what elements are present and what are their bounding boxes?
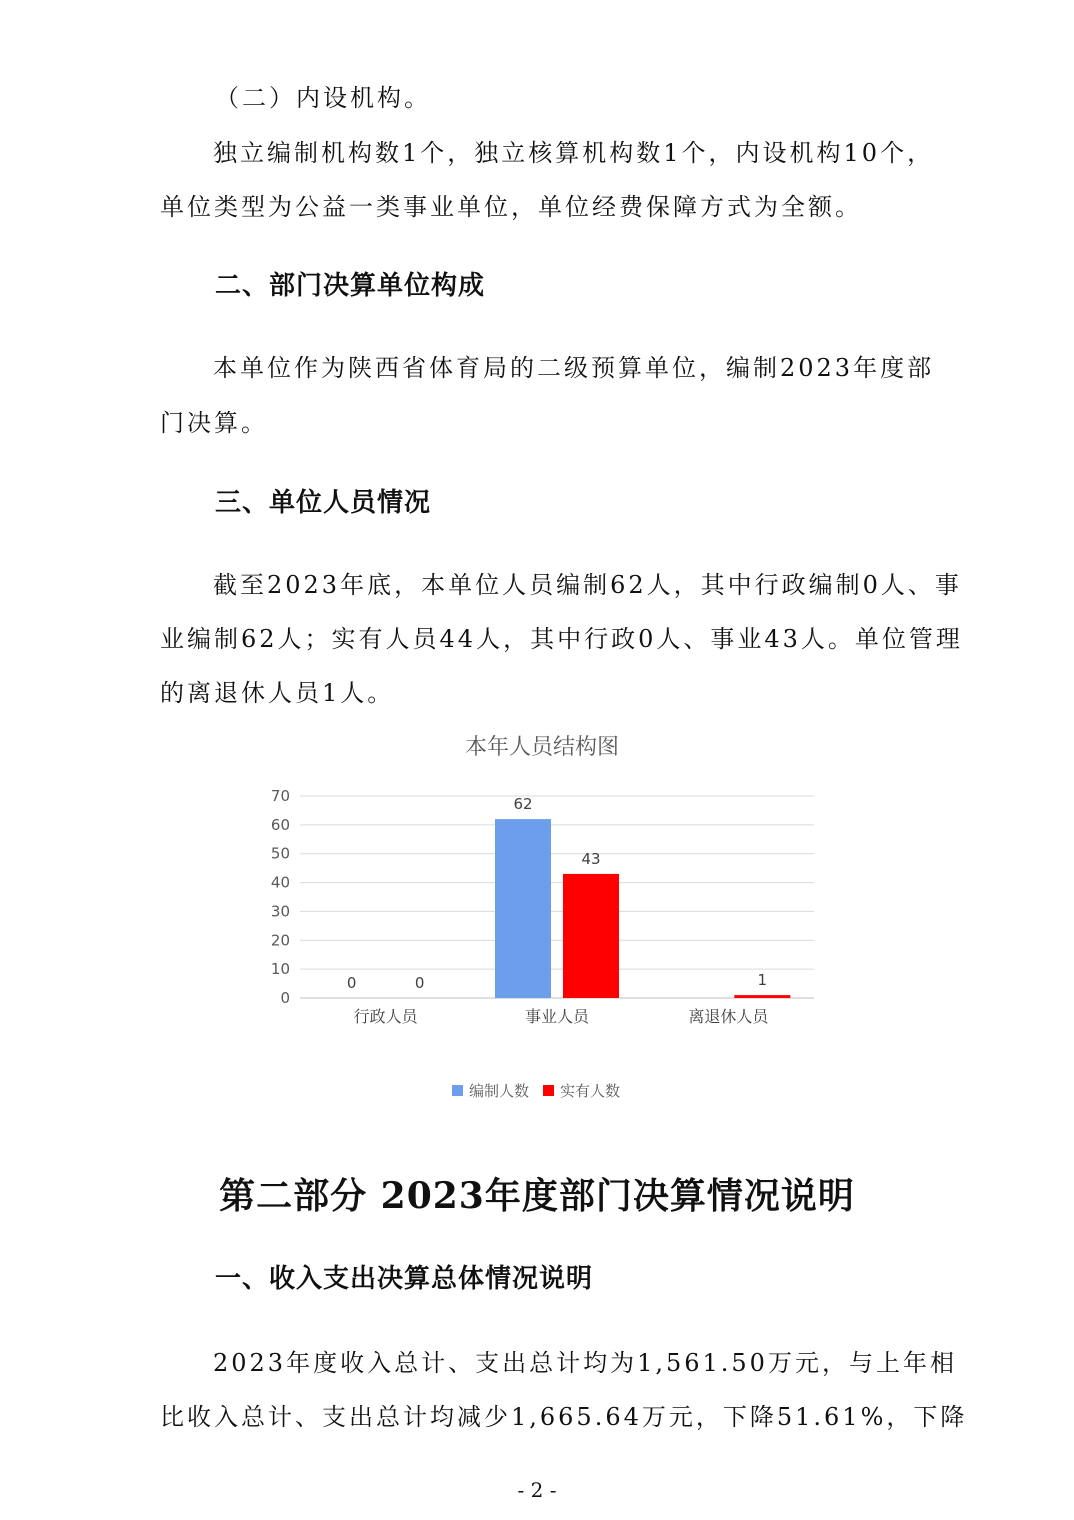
part-two-title: 第二部分 2023年度部门决算情况说明 <box>219 1175 855 1217</box>
paragraph-2-line-2: 门决算。 <box>160 409 268 437</box>
page-number: - 2 - <box>517 1478 557 1502</box>
data-label: 0 <box>346 974 357 992</box>
y-tick-label: 10 <box>270 960 290 979</box>
bar <box>495 819 551 998</box>
legend-label: 编制人数 <box>469 1082 530 1100</box>
bar <box>563 874 619 998</box>
paragraph-3-line-2: 业编制62人；实有人员44人，其中行政0人、事业43人。单位管理 <box>160 625 963 653</box>
data-label: 62 <box>513 795 533 814</box>
x-tick-label: 离退休人员 <box>688 1007 769 1026</box>
x-tick-label: 事业人员 <box>524 1007 590 1026</box>
data-label: 43 <box>581 849 601 868</box>
paragraph-1-line-1: 独立编制机构数1个，独立核算机构数1个，内设机构10个， <box>213 139 935 167</box>
paragraph-4-line-2: 比收入总计、支出总计均减少1,665.64万元，下降51.61%，下降 <box>160 1403 968 1431</box>
paragraph-2-line-1: 本单位作为陕西省体育局的二级预算单位，编制2023年度部 <box>213 354 935 382</box>
paragraph-3-line-3: 的离退休人员1人。 <box>160 679 395 707</box>
legend-swatch <box>543 1085 554 1096</box>
heading-staff-situation: 三、单位人员情况 <box>215 488 432 518</box>
y-tick-label: 60 <box>270 815 290 834</box>
paragraph-1-line-2: 单位类型为公益一类事业单位，单位经费保障方式为全额。 <box>160 193 862 221</box>
heading-income-expense-overview: 一、收入支出决算总体情况说明 <box>215 1264 594 1294</box>
sub-heading-internal-orgs: （二）内设机构。 <box>215 84 431 112</box>
data-label: 0 <box>414 974 425 992</box>
heading-unit-composition: 二、部门决算单位构成 <box>215 271 486 301</box>
x-tick-label: 行政人员 <box>353 1007 418 1026</box>
y-tick-label: 0 <box>280 989 290 1007</box>
y-tick-label: 40 <box>270 873 290 892</box>
paragraph-4-line-1: 2023年度收入总计、支出总计均为1,561.50万元，与上年相 <box>213 1349 957 1377</box>
chart-svg <box>0 720 1074 1120</box>
y-tick-label: 30 <box>270 902 290 921</box>
staff-structure-chart <box>0 720 1074 1120</box>
legend-label: 实有人数 <box>560 1082 621 1100</box>
legend-swatch <box>452 1085 463 1096</box>
y-tick-label: 20 <box>270 931 290 950</box>
y-tick-label: 70 <box>270 787 290 805</box>
chart-title: 本年人员结构图 <box>464 735 620 760</box>
data-label: 1 <box>757 971 768 990</box>
bar <box>734 995 790 998</box>
y-tick-label: 50 <box>270 844 290 863</box>
paragraph-3-line-1: 截至2023年底，本单位人员编制62人，其中行政编制0人、事 <box>213 571 962 599</box>
